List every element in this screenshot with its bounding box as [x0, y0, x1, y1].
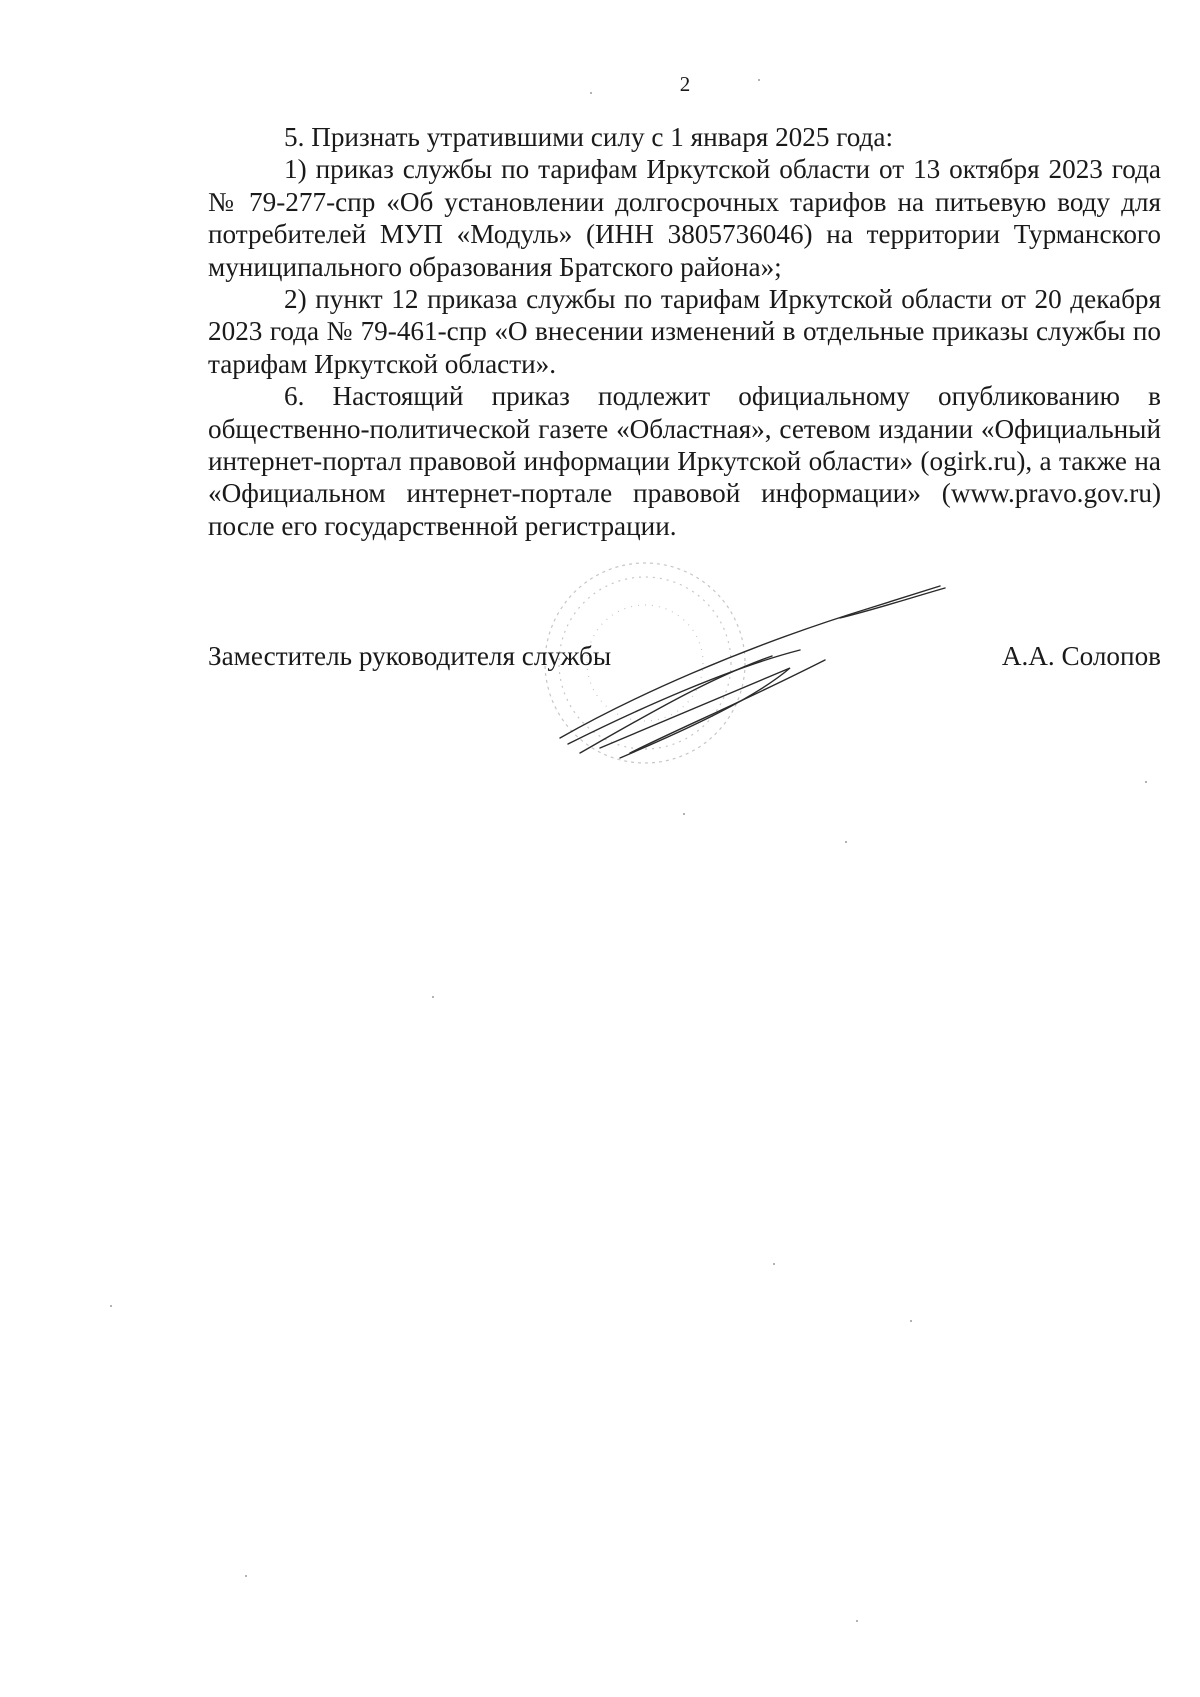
scan-speck — [856, 1620, 858, 1622]
paragraph-5-item-1: 1) приказ службы по тарифам Иркутской области от 13 октября 2023 года № 79-277-спр «Об установлении долгосрочных тарифов на питьевую воду для потребителей МУП «Модуль» (ИНН 3805736046) на территории Турманского муниципального образования Братского района»; — [208, 154, 1161, 282]
scan-speck — [1145, 781, 1147, 783]
scan-speck — [910, 1320, 912, 1322]
paragraph-5-item-2: 2) пункт 12 приказа службы по тарифам Иркутской области от 20 декабря 2023 года № 79-461-спр «О внесении изменений в отдельные приказы службы по тарифам Иркутской области». — [208, 284, 1161, 379]
scan-speck — [773, 1263, 775, 1265]
signatory-position: Заместитель руководителя службы — [208, 641, 612, 671]
signature-block — [208, 640, 1161, 680]
scan-speck — [110, 1305, 112, 1307]
scan-speck — [590, 92, 592, 94]
scan-speck — [683, 813, 685, 815]
document-body — [208, 121, 1161, 542]
scan-speck — [245, 1575, 247, 1577]
signatory-name: А.А. Солопов — [1001, 641, 1161, 671]
paragraph-5: 5. Признать утратившими силу с 1 января 2025 года: — [284, 122, 893, 152]
scan-speck — [845, 841, 847, 843]
scan-speck — [432, 996, 434, 998]
scan-speck — [758, 79, 760, 81]
paragraph-6: 6. Настоящий приказ подлежит официальному опубликованию в общественно-политической газете «Областная», сетевом издании «Официальный интернет-портал правовой информации Иркутской области» (ogirk.ru), а также на «Официальном интернет-портале правовой информации» (www.pravo.gov.ru) после его государственной регистрации. — [208, 381, 1161, 541]
page-number: 2 — [679, 72, 691, 96]
